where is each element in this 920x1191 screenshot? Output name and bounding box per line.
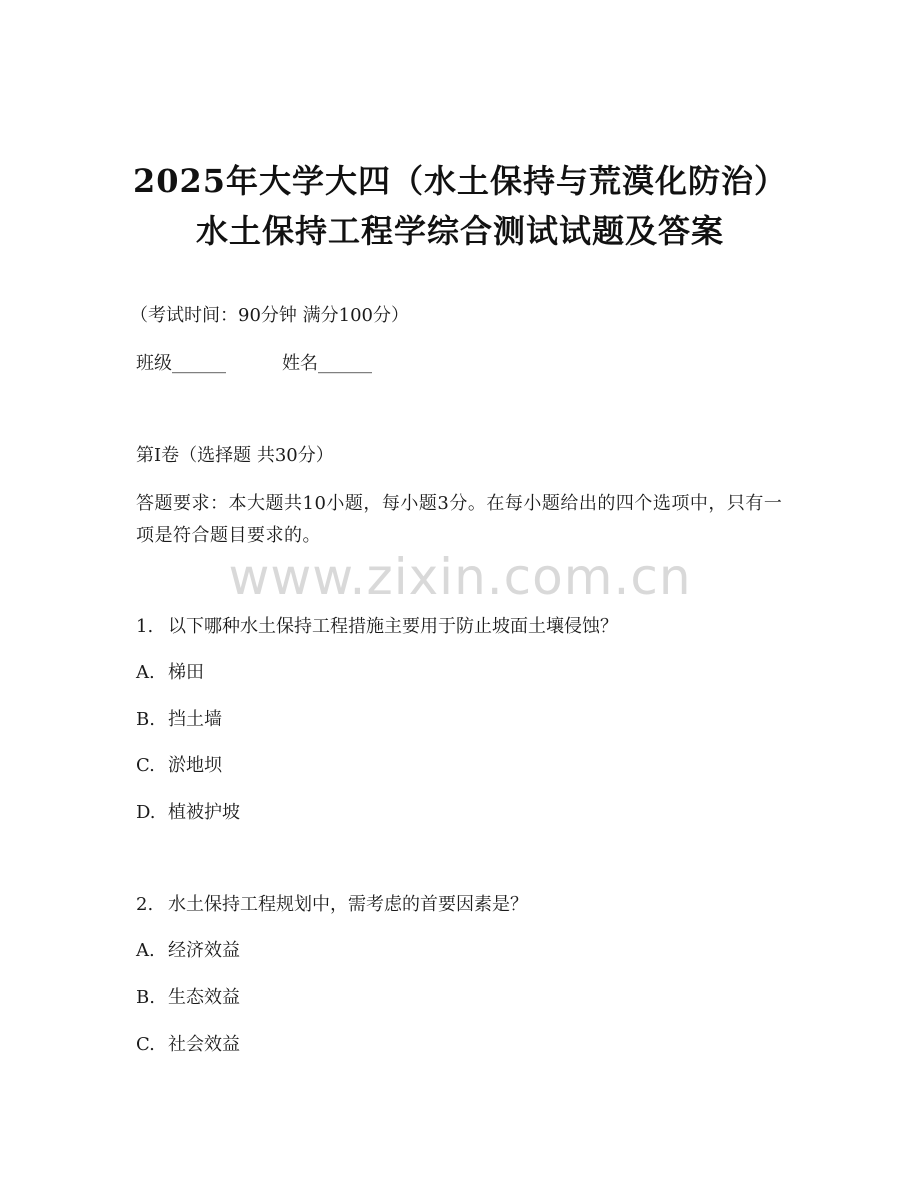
- instructions: 答题要求：本大题共10小题，每小题3分。在每小题给出的四个选项中，只有一项是符合题目要求的。: [136, 493, 783, 546]
- option-text: 植被护坡: [168, 802, 240, 823]
- option-text: 淤地坝: [168, 755, 222, 776]
- question-1: [136, 612, 618, 638]
- question-text: 以下哪种水土保持工程措施主要用于防止坡面土壤侵蚀？: [168, 616, 618, 637]
- option-text: 梯田: [168, 662, 204, 683]
- question-number: 2.: [136, 894, 154, 915]
- question-2-option-c: [136, 1030, 240, 1056]
- option-letter: A.: [136, 662, 155, 683]
- option-text: 挡土墙: [168, 709, 222, 730]
- watermark: www.zixin.com.cn: [228, 548, 692, 606]
- option-text: 生态效益: [168, 987, 240, 1008]
- option-text: 经济效益: [168, 940, 240, 961]
- question-2-option-a: [136, 936, 240, 962]
- question-text: 水土保持工程规划中，需考虑的首要因素是？: [168, 894, 528, 915]
- question-1-option-a: [136, 658, 204, 684]
- option-letter: A.: [136, 940, 155, 961]
- option-letter: B.: [136, 709, 155, 730]
- option-letter: D.: [136, 802, 156, 823]
- question-1-option-d: [136, 798, 240, 824]
- option-letter: B.: [136, 987, 155, 1008]
- option-letter: C.: [136, 1034, 155, 1055]
- question-1-option-b: [136, 705, 222, 731]
- question-2: [136, 890, 528, 916]
- class-field: 班级______: [136, 353, 226, 374]
- question-1-option-c: [136, 751, 222, 777]
- option-letter: C.: [136, 755, 155, 776]
- student-info: [136, 349, 372, 375]
- option-text: 社会效益: [168, 1034, 240, 1055]
- question-number: 1.: [136, 616, 154, 637]
- document-title-line-2: 水土保持工程学综合测试试题及答案: [195, 212, 724, 250]
- exam-meta: （考试时间：90分钟 满分100分）: [130, 305, 409, 326]
- question-2-option-b: [136, 983, 240, 1009]
- section-title: 第I卷（选择题 共30分）: [136, 445, 334, 466]
- document-title-line-1: 2025年大学大四（水土保持与荒漠化防治）: [132, 162, 788, 200]
- name-field: 姓名______: [282, 353, 372, 374]
